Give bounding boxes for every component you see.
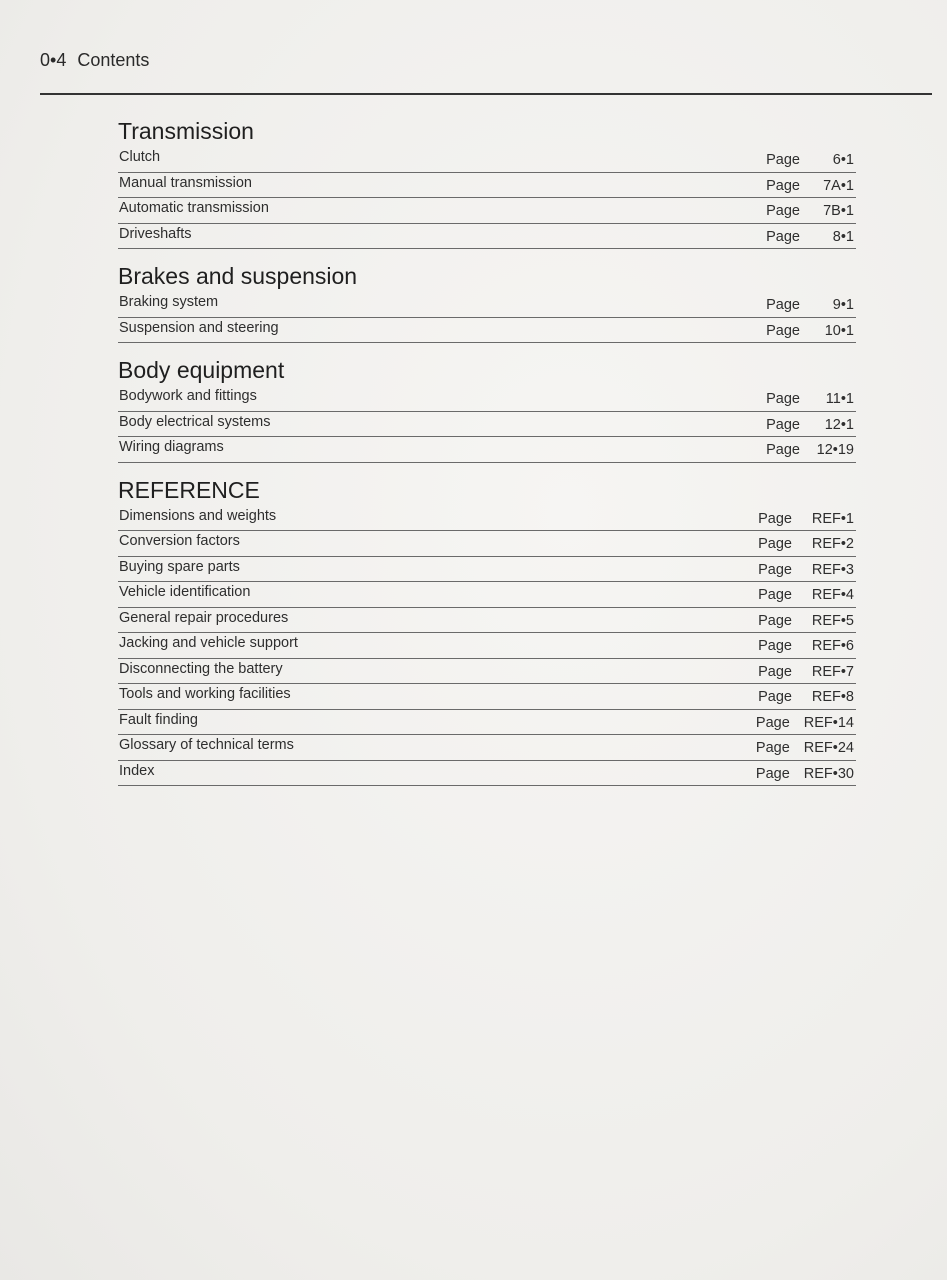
section-reference (118, 475, 856, 787)
toc-entry-page-word: Page (755, 714, 790, 731)
toc-entry-page-word: Page (758, 638, 792, 654)
toc-entry-label: Bodywork and fittings (119, 388, 257, 404)
toc-entry-label: Glossary of technical terms (119, 737, 294, 753)
toc-entry-label: Automatic transmission (119, 200, 269, 216)
toc-entry[interactable] (118, 292, 856, 318)
toc-entry-page (758, 587, 854, 603)
section-title: Brakes and suspension (118, 263, 358, 289)
toc-entry-page-word: Page (766, 416, 800, 433)
toc-entry-page (766, 442, 854, 458)
toc-entry[interactable] (118, 437, 856, 463)
toc-entry-page-word: Page (758, 510, 792, 527)
toc-entry-page (758, 638, 854, 654)
toc-entry-page-ref: REF•4 (811, 587, 854, 603)
toc-entry-page-ref: REF•7 (811, 663, 854, 680)
toc-entry-label: Suspension and steering (119, 319, 279, 336)
toc-entry[interactable] (118, 506, 856, 532)
toc-entry-page (766, 391, 854, 407)
toc-entry-page-word: Page (766, 152, 800, 168)
toc-entry[interactable] (118, 224, 856, 250)
header-rule (40, 93, 932, 95)
toc-entry-page-ref: REF•24 (803, 740, 854, 756)
toc-entry-page-ref: REF•1 (811, 510, 854, 527)
toc-entry-page (756, 766, 854, 782)
toc-entry-page (766, 178, 854, 194)
toc-entry-page (758, 562, 854, 578)
toc-entry-label: Vehicle identification (119, 584, 251, 600)
toc-entry-page-ref: 6•1 (832, 152, 854, 168)
toc-entry-page-ref: REF•14 (803, 714, 854, 731)
toc-entry[interactable] (118, 710, 856, 736)
toc-entry[interactable] (118, 318, 856, 344)
toc-entry-page (758, 664, 854, 680)
toc-entry-page-word: Page (758, 663, 792, 680)
running-head (40, 50, 149, 71)
toc-entry-page-ref: 9•1 (832, 297, 854, 313)
toc-entry-page (766, 323, 854, 339)
toc-entry[interactable] (118, 198, 856, 224)
toc-entry-page (756, 715, 854, 731)
running-head-page-number: 0•4 (40, 50, 67, 70)
table-of-contents (118, 112, 856, 798)
toc-entry-page-word: Page (758, 689, 792, 705)
toc-entry[interactable] (118, 735, 856, 761)
running-head-title: Contents (77, 50, 150, 70)
toc-entry-page-ref: 12•19 (816, 442, 854, 458)
toc-entry-page (758, 689, 854, 705)
toc-entry-label: Buying spare parts (119, 558, 240, 575)
toc-entry-page (756, 740, 854, 756)
toc-entry-label: Index (119, 762, 155, 779)
section-title: REFERENCE (118, 476, 260, 503)
toc-entry-page-ref: 11•1 (825, 391, 854, 407)
toc-entry[interactable] (118, 412, 856, 438)
toc-entry-label: Driveshafts (119, 225, 192, 242)
toc-entry-page-ref: REF•2 (811, 536, 854, 552)
toc-entry-page-word: Page (758, 561, 792, 578)
toc-entry-page (758, 511, 854, 527)
section-title: Transmission (118, 118, 254, 144)
section-transmission (118, 116, 856, 249)
toc-entry-label: Body electrical systems (119, 413, 271, 430)
toc-entry[interactable] (118, 557, 856, 583)
toc-entry-label: Disconnecting the battery (119, 660, 283, 677)
toc-entry-page-word: Page (766, 203, 800, 219)
toc-entry-page-word: Page (755, 765, 790, 782)
toc-entry[interactable] (118, 531, 856, 557)
toc-entry-page (766, 152, 854, 168)
toc-entry-label: Braking system (119, 294, 219, 310)
toc-entry-label: General repair procedures (119, 609, 289, 626)
toc-entry-page-word: Page (766, 442, 800, 458)
toc-entry[interactable] (118, 608, 856, 634)
toc-entry-page-ref: 8•1 (832, 228, 854, 245)
toc-entry[interactable] (118, 582, 856, 608)
toc-entry[interactable] (118, 659, 856, 685)
toc-entry-page-word: Page (755, 740, 790, 756)
toc-entry-page (766, 203, 854, 219)
toc-entry[interactable] (118, 147, 856, 173)
toc-entry-page-ref: 7B•1 (823, 203, 854, 219)
toc-entry-page-ref: 10•1 (824, 322, 854, 339)
toc-entry-page-word: Page (766, 228, 800, 245)
toc-entry[interactable] (118, 173, 856, 199)
toc-entry-page-word: Page (758, 587, 792, 603)
toc-entry-page-ref: REF•8 (811, 689, 854, 705)
toc-entry[interactable] (118, 633, 856, 659)
toc-entry-page-word: Page (758, 536, 792, 552)
toc-entry-label: Dimensions and weights (119, 507, 277, 524)
toc-entry-page-ref: 7A•1 (823, 177, 854, 194)
toc-entry-page-ref: REF•6 (811, 638, 854, 654)
toc-entry-page-ref: 12•1 (824, 416, 854, 433)
toc-entry-page-word: Page (766, 391, 800, 407)
toc-entry-page (766, 417, 854, 433)
section-title: Body equipment (118, 357, 285, 383)
toc-entry[interactable] (118, 761, 856, 787)
toc-entry-page-word: Page (758, 612, 792, 629)
section-body-equipment (118, 355, 856, 463)
section-brakes-and-suspension (118, 261, 856, 343)
toc-entry-label: Fault finding (119, 711, 198, 728)
toc-entry-label: Tools and working facilities (119, 686, 291, 702)
toc-entry-page (758, 613, 854, 629)
toc-entry-label: Wiring diagrams (119, 439, 224, 455)
toc-entry-page-ref: REF•3 (811, 561, 854, 578)
toc-entry-page-ref: REF•30 (803, 765, 854, 782)
toc-entry-label: Manual transmission (119, 174, 252, 191)
toc-entry-label: Jacking and vehicle support (119, 635, 298, 651)
toc-entry-page-word: Page (766, 297, 800, 313)
toc-entry-page (758, 536, 854, 552)
toc-entry-label: Clutch (119, 149, 161, 165)
toc-entry[interactable] (118, 684, 856, 710)
toc-entry-page-word: Page (766, 322, 800, 339)
toc-entry-page-word: Page (766, 177, 800, 194)
toc-entry-page-ref: REF•5 (811, 612, 854, 629)
toc-entry[interactable] (118, 386, 856, 412)
toc-entry-page (766, 229, 854, 245)
toc-entry-label: Conversion factors (119, 533, 240, 549)
toc-entry-page (766, 297, 854, 313)
